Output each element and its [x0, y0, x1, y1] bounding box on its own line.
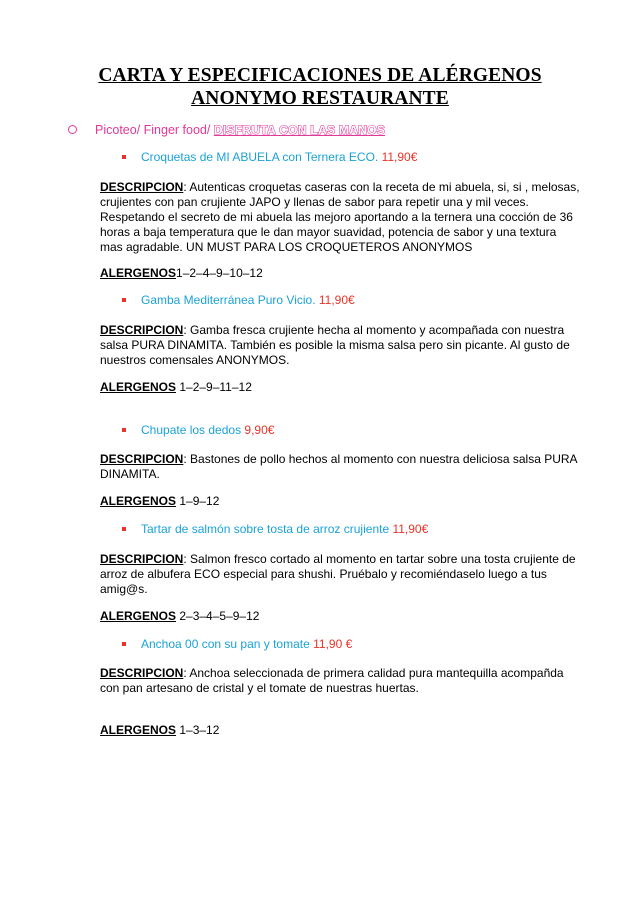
square-bullet-icon: [122, 642, 126, 646]
circle-bullet-icon: [68, 125, 77, 134]
item-price: 9,90€: [244, 423, 275, 437]
description-label: DESCRIPCION: [100, 452, 184, 466]
allergens-label: ALERGENOS: [100, 266, 177, 280]
description-text: : Gamba fresca crujiente hecha al momento y acompañada con nuestra salsa PURA DINAMITA. También es posible la misma salsa pero sin picante. Al gusto de nuestros comensales ANONYMOS.: [100, 323, 570, 367]
menu-item-croquetas: [122, 150, 417, 165]
item-price: 11,90€: [392, 522, 429, 536]
description-text: : Salmon fresco cortado al momento en tartar sobre una tosta crujiente de arroz de albufera ECO especial para shushi. Pruébalo y recomiéndaselo luego a tus amig@s.: [100, 552, 576, 596]
description-label: DESCRIPCION: [100, 180, 184, 194]
allergens-value: 2–3–4–5–9–12: [176, 609, 260, 623]
item-name: Anchoa 00 con su pan y tomate: [141, 637, 314, 651]
allergens-label: ALERGENOS: [100, 609, 177, 623]
section-heading: [68, 122, 385, 138]
square-bullet-icon: [122, 155, 126, 159]
menu-item-gamba: [122, 293, 355, 308]
menu-item-tartar: [122, 522, 428, 537]
square-bullet-icon: [122, 428, 126, 432]
item-name: Gamba Mediterránea Puro Vicio.: [141, 293, 319, 307]
item-allergens: [100, 266, 263, 281]
menu-item-chupate: [122, 423, 274, 438]
item-price: 11,90€: [381, 150, 418, 164]
item-price: 11,90 €: [313, 637, 353, 651]
description-text: : Autenticas croquetas caseras con la receta de mi abuela, si, si , melosas, crujientes con pan crujiente JAPO y llenas de sabor para repetir una y mil veces. Respetando el secreto de mi abuela las mejoro aportando a la ternera una cocción de 36 horas a baja temperatura que le dan mayor suavidad, potencia de sabor y una textura mas agradable. UN MUST PARA LOS CROQUETEROS ANONYMOS: [100, 180, 580, 254]
section-label: Picoteo/ Finger food/: [95, 123, 214, 137]
description-label: DESCRIPCION: [100, 323, 184, 337]
item-description: [100, 323, 582, 368]
allergens-value: 1–3–12: [176, 723, 220, 737]
item-description: [100, 666, 582, 696]
page-title-line-1: CARTA Y ESPECIFICACIONES DE ALÉRGENOS: [98, 65, 542, 86]
allergens-label: ALERGENOS: [100, 494, 177, 508]
description-label: DESCRIPCION: [100, 666, 184, 680]
allergens-label: ALERGENOS: [100, 380, 177, 394]
description-text: : Bastones de pollo hechos al momento con nuestra deliciosa salsa PURA DINAMITA.: [100, 452, 577, 481]
allergens-value: 1–2–9–11–12: [176, 380, 252, 394]
allergens-label: ALERGENOS: [100, 723, 177, 737]
item-name: Croquetas de MI ABUELA con Ternera ECO.: [141, 150, 382, 164]
description-text: : Anchoa seleccionada de primera calidad pura mantequilla acompañda con pan artesano de cristal y el tomate de nuestras huertas.: [100, 666, 564, 695]
item-allergens: [100, 380, 252, 395]
item-description: [100, 452, 582, 482]
item-allergens: [100, 723, 219, 738]
item-description: [100, 552, 582, 597]
allergens-value: 1–9–12: [176, 494, 220, 508]
item-name: Tartar de salmón sobre tosta de arroz crujiente: [141, 522, 393, 536]
square-bullet-icon: [122, 298, 126, 302]
item-price: 11,90€: [318, 293, 355, 307]
section-highlight: DISFRUTA CON LAS MANOS: [213, 123, 386, 137]
allergens-value: 1–2–4–9–10–12: [176, 266, 263, 280]
square-bullet-icon: [122, 527, 126, 531]
item-name: Chupate los dedos: [141, 423, 245, 437]
item-description: [100, 180, 582, 255]
menu-item-anchoa: [122, 637, 352, 652]
item-allergens: [100, 494, 219, 509]
page-title-line-2: ANONYMO RESTAURANTE: [191, 88, 449, 109]
description-label: DESCRIPCION: [100, 552, 184, 566]
item-allergens: [100, 609, 259, 624]
